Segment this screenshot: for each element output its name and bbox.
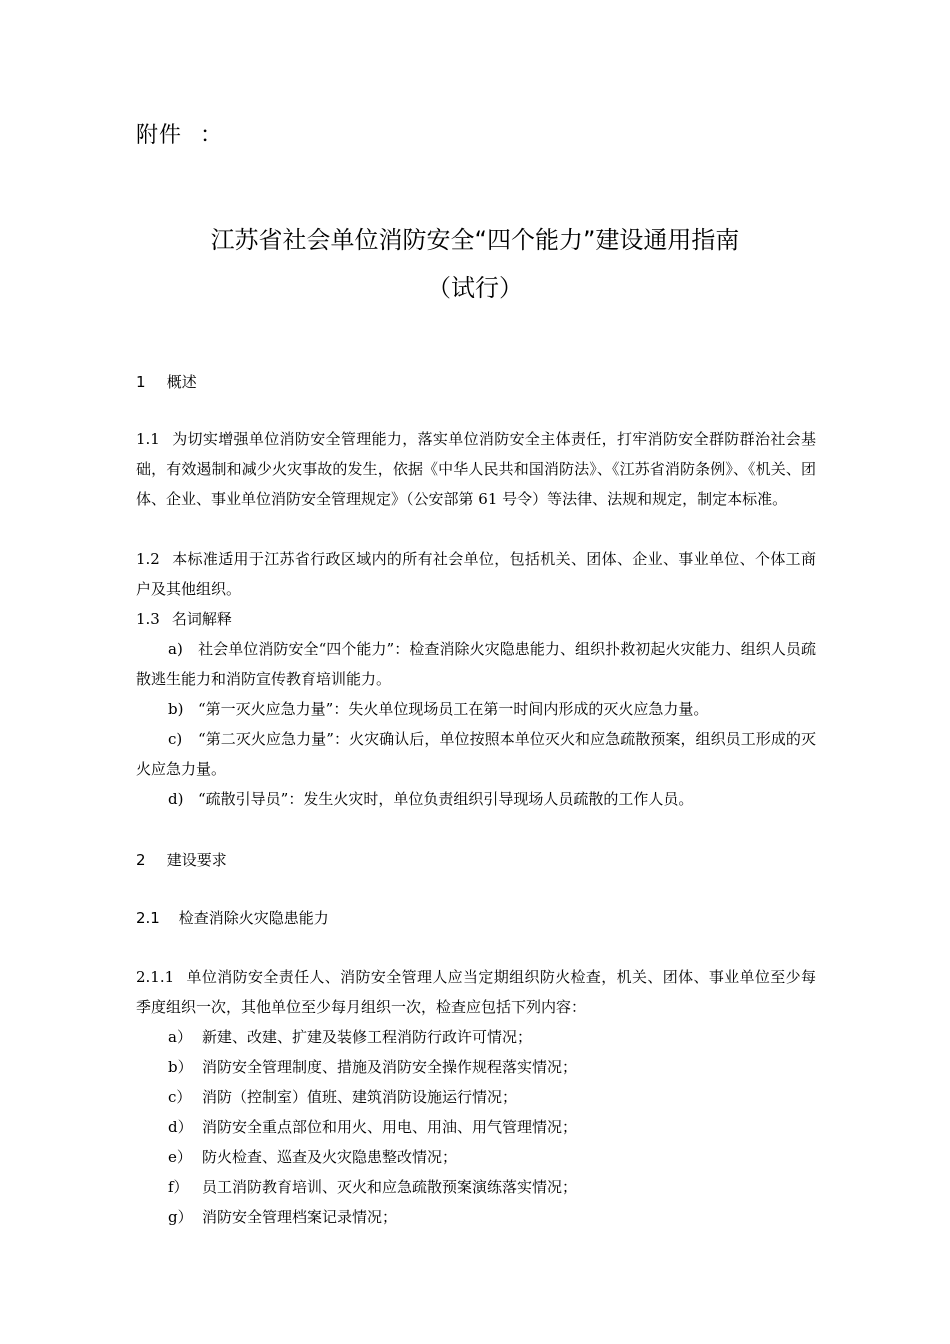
item-text: 防火检查、巡查及火灾隐患整改情况；: [202, 1148, 458, 1166]
section-2-heading: [136, 849, 227, 870]
definition-item: [136, 724, 816, 784]
checklist-item: [168, 1022, 816, 1052]
item-text: 消防安全管理制度、措施及消防安全操作规程落实情况；: [202, 1058, 578, 1076]
item-text: “第二灭火应急力量”：火灾确认后，单位按照本单位灭火和应急疏散预案，组织员工形成的灭火应急力量。: [136, 730, 816, 778]
attachment-colon: ：: [200, 123, 224, 148]
item-text: 员工消防教育培训、灭火和应急疏散预案演练落实情况；: [202, 1178, 578, 1196]
checklist-item: [168, 1112, 816, 1142]
item-marker: f）: [168, 1178, 189, 1196]
item-marker: e）: [168, 1148, 192, 1166]
item-text: “疏散引导员”：发生火灾时，单位负责组织引导现场人员疏散的工作人员。: [198, 790, 694, 808]
item-text: 消防安全管理档案记录情况；: [202, 1208, 398, 1226]
section-title: 概述: [166, 373, 197, 391]
item-text: 消防（控制室）值班、建筑消防设施运行情况；: [202, 1088, 518, 1106]
section-number: 2: [136, 851, 146, 869]
checklist-item: [168, 1202, 816, 1232]
attachment-label: [136, 118, 223, 149]
paragraph-number: 1.3: [136, 610, 160, 628]
paragraph-1-1: [136, 424, 816, 514]
item-marker: b): [168, 700, 184, 718]
subsection-number: 2.1: [136, 909, 160, 927]
document-title: 江苏省社会单位消防安全“四个能力”建设通用指南: [210, 226, 740, 254]
item-marker: d）: [168, 1118, 193, 1136]
item-marker: a）: [168, 1028, 192, 1046]
item-marker: b）: [168, 1058, 193, 1076]
paragraph-2-1-1: [136, 962, 816, 1022]
inspection-checklist: [168, 1022, 816, 1232]
paragraph-1-2: [136, 544, 816, 604]
item-marker: a): [168, 640, 183, 658]
paragraph-number: 1.2: [136, 550, 160, 568]
item-text: 社会单位消防安全“四个能力”：检查消除火灾隐患能力、组织扑救初起火灾能力、组织人员疏散逃生能力和消防宣传教育培训能力。: [136, 640, 816, 688]
paragraph-text: 本标准适用于江苏省行政区域内的所有社会单位，包括机关、团体、企业、事业单位、个体工商户及其他组织。: [136, 550, 816, 598]
item-marker: c）: [168, 1088, 192, 1106]
definition-item: [136, 634, 816, 694]
item-marker: d): [168, 790, 184, 808]
document-subtitle: （试行）: [427, 274, 523, 302]
checklist-item: [168, 1082, 816, 1112]
subsection-title: 检查消除火灾隐患能力: [178, 909, 329, 927]
paragraph-text: 单位消防安全责任人、消防安全管理人应当定期组织防火检查，机关、团体、事业单位至少每季度组织一次，其他单位至少每月组织一次，检查应包括下列内容：: [136, 968, 816, 1016]
item-text: “第一灭火应急力量”：失火单位现场员工在第一时间内形成的灭火应急力量。: [198, 700, 709, 718]
checklist-item: [168, 1052, 816, 1082]
item-text: 新建、改建、扩建及装修工程消防行政许可情况；: [202, 1028, 533, 1046]
section-1-heading: [136, 371, 197, 392]
item-text: 消防安全重点部位和用火、用电、用油、用气管理情况；: [202, 1118, 578, 1136]
paragraph-number: 1.1: [136, 430, 160, 448]
paragraph-number: 2.1.1: [136, 968, 175, 986]
paragraph-1-3: [136, 604, 816, 634]
item-marker: g）: [168, 1208, 193, 1226]
definition-item: [136, 784, 816, 814]
item-marker: c): [168, 730, 183, 748]
attachment-text: 附件: [136, 123, 183, 148]
checklist-item: [168, 1172, 816, 1202]
section-title: 建设要求: [166, 851, 227, 869]
paragraph-text: 为切实增强单位消防安全管理能力，落实单位消防安全主体责任，打牢消防安全群防群治社会基础，有效遏制和减少火灾事故的发生，依据《中华人民共和国消防法》、《江苏省消防条例》、《机关、团体、企业、事业单位消防安全管理规定》（公安部第 61 号令）等法律、法规和规定，制定本标准。: [136, 430, 816, 508]
section-number: 1: [136, 373, 146, 391]
subsection-2-1-heading: [136, 907, 329, 928]
definition-item: [136, 694, 816, 724]
paragraph-text: 名词解释: [171, 610, 232, 628]
checklist-item: [168, 1142, 816, 1172]
